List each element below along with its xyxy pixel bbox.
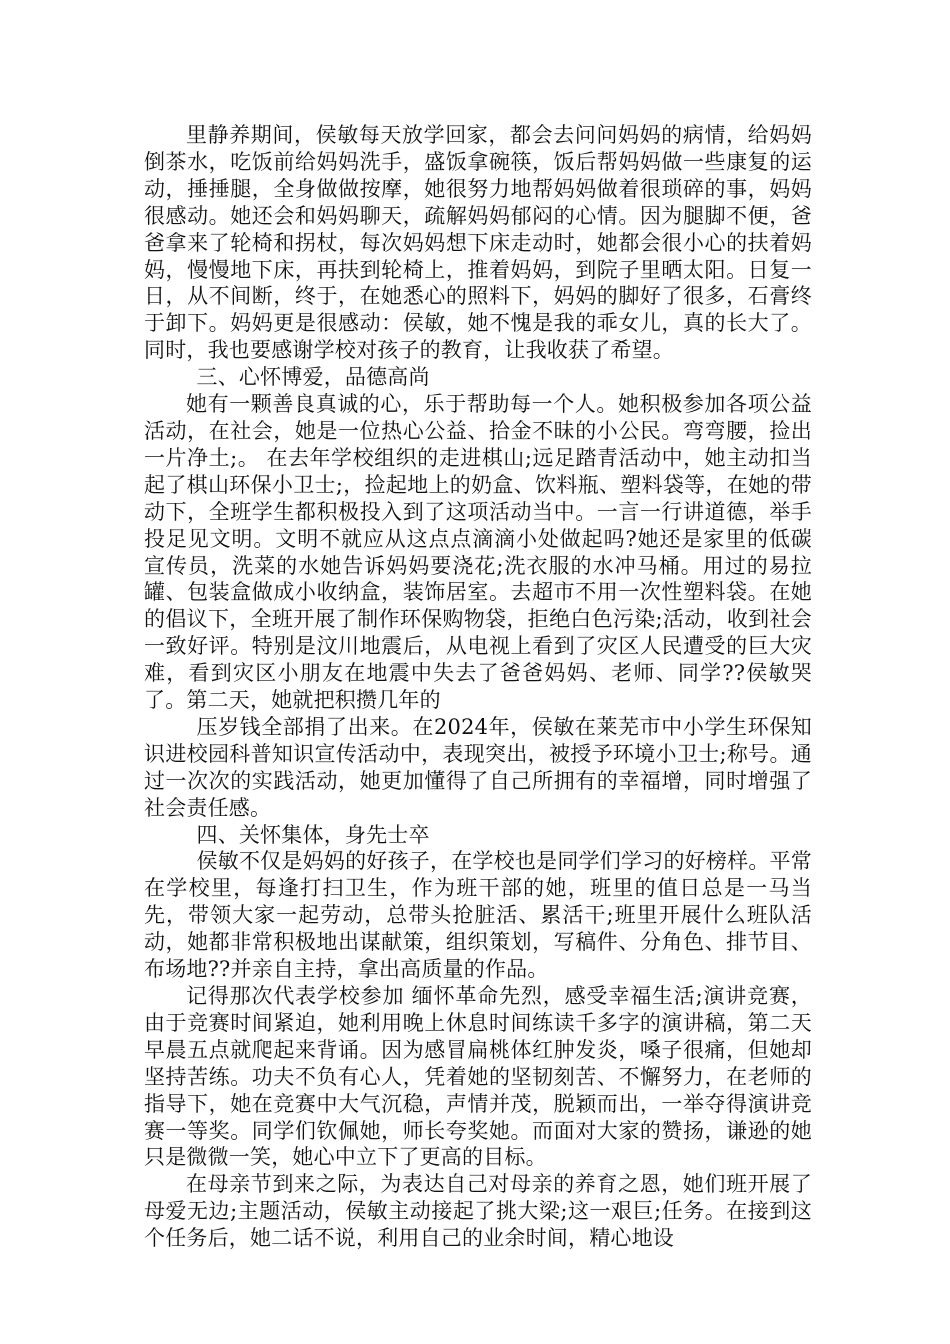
paragraph-caring-for-mother: 里静养期间，侯敏每天放学回家，都会去问问妈妈的病情，给妈妈倒茶水，吃饭前给妈妈洗手，盛饭拿碗筷，饭后帮妈妈做一些康复的运动，捶捶腿，全身做做按摩，她很努力地帮妈妈做着很琐碎的事，妈妈很感动。她还会和妈妈聊天，疏解妈妈郁闷的心情。因为腿脚不便，爸爸拿来了轮椅和拐杖，每次妈妈想下床走动时，她都会很小心的扶着妈妈，慢慢地下床，再扶到轮椅上，推着妈妈，到院子里晒太阳。日复一日，从不间断，终于，在她悉心的照料下，妈妈的脚好了很多，石膏终于卸下。妈妈更是很感动：侯敏，她不愧是我的乖女儿，真的长大了。同时，我也要感谢学校对孩子的教育，让我收获了希望。 — [144, 123, 812, 363]
paragraph-class-leader: 侯敏不仅是妈妈的好孩子，在学校也是同学们学习的好榜样。平常在学校里，每逢打扫卫生，作为班干部的她，班里的值日总是一马当先，带领大家一起劳动，总带头抢脏活、累活干;班里开展什么班队活动，她都非常积极地出谋献策，组织策划，写稿件、分角色、排节目、布场地??并亲自主持，拿出高质量的作品。 — [144, 849, 812, 982]
paragraph-donation: 压岁钱全部捐了出来。在2024年，侯敏在莱芜市中小学生环保知识进校园科普知识宣传活动中，表现突出，被授予环境小卫士;称号。通过一次次的实践活动，她更加懂得了自己所拥有的幸福增，同时增强了社会责任感。 — [144, 714, 812, 820]
paragraph-speech-contest: 记得那次代表学校参加 缅怀革命先烈，感受幸福生活;演讲竞赛，由于竞赛时间紧迫，她利用晚上休息时间练读千多字的演讲稿，第二天早晨五点就爬起来背诵。因为感冒扁桃体红肿发炎，嗓子很痛，但她却坚持苦练。功夫不负有心人，凭着她的坚韧刻苦、不懈努力，在老师的指导下，她在竞赛中大气沉稳，声情并茂，脱颖而出，一举夺得演讲竞赛一等奖。同学们钦佩她，师长夸奖她。而面对大家的赞扬，谦逊的她只是微微一笑，她心中立下了更高的目标。 — [144, 984, 812, 1170]
document-page — [144, 122, 812, 1252]
section-heading-3: 三、心怀博爱，品德高尚 — [196, 365, 430, 390]
section-heading-4: 四、关怀集体，身先士卒 — [196, 822, 430, 847]
paragraph-mothers-day: 在母亲节到来之际，为表达自己对母亲的养育之恩，她们班开展了母爱无边;主题活动，侯敏主动接起了挑大梁;这一艰巨;任务。在接到这个任务后，她二话不说，利用自己的业余时间，精心地设 — [144, 1172, 812, 1251]
paragraph-charity: 她有一颗善良真诚的心，乐于帮助每一个人。她积极参加各项公益活动，在社会，她是一位热心公益、拾金不昧的小公民。弯弯腰，捡出一片净土;。 在去年学校组织的走进棋山;远足踏青活动中，她主动扣当起了棋山环保小卫士;，捡起地上的奶盒、饮料瓶、塑料袋等，在她的带动下，全班学生都积极投入到了这项活动当中。一言一行讲道德，举手投足见文明。文明不就应从这点点滴滴小处做起吗?她还是家里的低碳宣传员，洗菜的水她告诉妈妈要浇花;洗衣服的水冲马桶。用过的易拉罐、包装盒做成小收纳盒，装饰居室。去超市不用一次性塑料袋。在她的倡议下，全班开展了制作环保购物袋，拒绝白色污染;活动，收到社会一致好评。特别是汶川地震后，从电视上看到了灾区人民遭受的巨大灾难，看到灾区小朋友在地震中失去了爸爸妈妈、老师、同学??侯敏哭了。第二天，她就把积攒几年的 — [144, 392, 812, 713]
